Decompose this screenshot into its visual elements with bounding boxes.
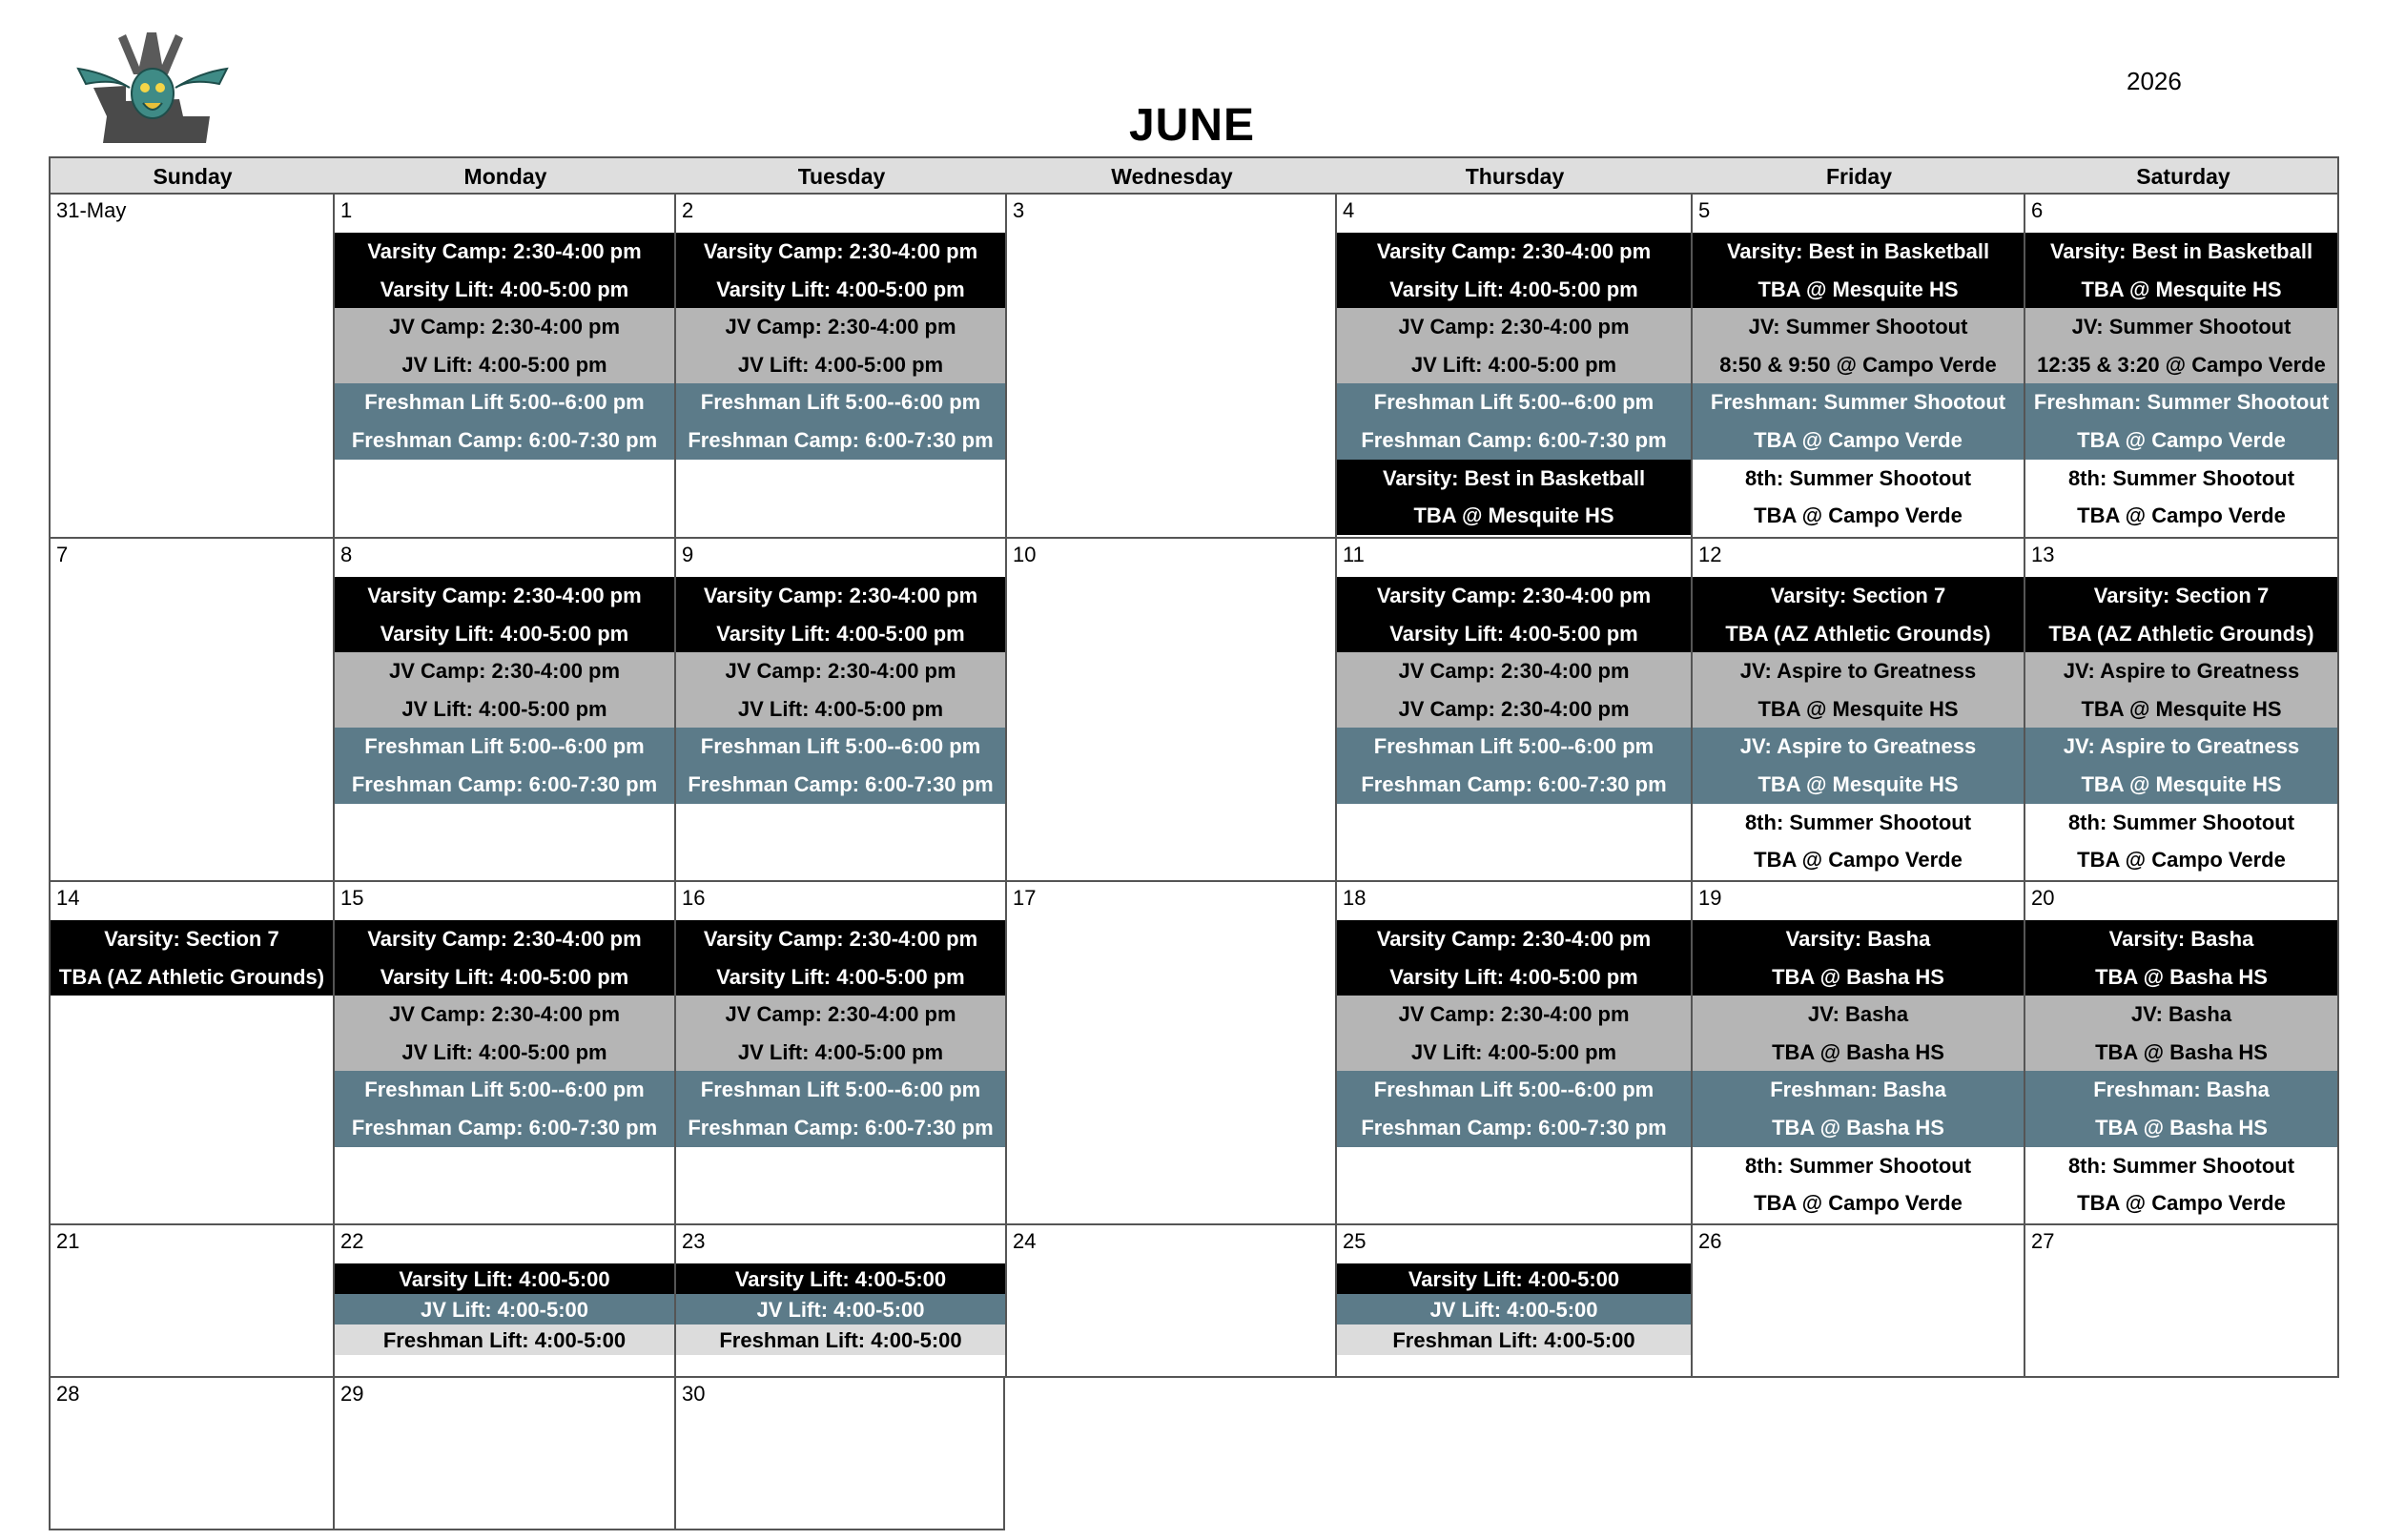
- day-number: 22: [340, 1229, 364, 1253]
- event-line[interactable]: JV Lift: 4:00-5:00 pm: [335, 1034, 674, 1072]
- event-line[interactable]: TBA @ Mesquite HS: [1693, 766, 2024, 804]
- event-line[interactable]: Freshman Lift 5:00--6:00 pm: [1337, 728, 1691, 766]
- day-cell[interactable]: [1691, 539, 2024, 882]
- calendar-month-title: JUNE: [1128, 100, 1256, 151]
- event-line[interactable]: TBA @ Basha HS: [2025, 958, 2337, 996]
- event-line[interactable]: Varsity: Best in Basketball: [1337, 460, 1691, 498]
- event-line[interactable]: Freshman Lift 5:00--6:00 pm: [335, 383, 674, 421]
- event-line[interactable]: JV Lift: 4:00-5:00: [335, 1294, 674, 1324]
- event-line[interactable]: JV: Aspire to Greatness: [2025, 652, 2337, 690]
- event-line[interactable]: TBA @ Mesquite HS: [1337, 497, 1691, 535]
- event-line[interactable]: Varsity Camp: 2:30-4:00 pm: [1337, 233, 1691, 271]
- event-line[interactable]: Varsity: Section 7: [2025, 577, 2337, 615]
- day-number: 19: [1698, 886, 1722, 910]
- event-line[interactable]: Freshman: Basha: [2025, 1071, 2337, 1109]
- event-line[interactable]: JV Lift: 4:00-5:00 pm: [676, 346, 1005, 384]
- event-line[interactable]: TBA @ Campo Verde: [1693, 421, 2024, 460]
- event-line[interactable]: TBA @ Campo Verde: [1693, 841, 2024, 879]
- event-line[interactable]: TBA @ Mesquite HS: [2025, 766, 2337, 804]
- day-cell[interactable]: [49, 1225, 333, 1378]
- day-number: 20: [2031, 886, 2055, 910]
- event-line[interactable]: Varsity: Best in Basketball: [1693, 233, 2024, 271]
- event-line[interactable]: TBA @ Basha HS: [2025, 1109, 2337, 1147]
- event-line[interactable]: 8:50 & 9:50 @ Campo Verde: [1693, 346, 2024, 384]
- event-line[interactable]: Varsity Lift: 4:00-5:00 pm: [1337, 271, 1691, 309]
- event-line[interactable]: JV Camp: 2:30-4:00 pm: [1337, 308, 1691, 346]
- event-line[interactable]: JV Lift: 4:00-5:00: [1337, 1294, 1691, 1324]
- day-cell[interactable]: [2024, 1225, 2339, 1378]
- event-line[interactable]: Freshman Camp: 6:00-7:30 pm: [335, 421, 674, 460]
- event-line[interactable]: Freshman Camp: 6:00-7:30 pm: [676, 1109, 1005, 1147]
- day-number: 4: [1343, 198, 1355, 222]
- day-number: 9: [682, 543, 694, 566]
- event-line[interactable]: TBA @ Mesquite HS: [1693, 690, 2024, 729]
- day-cell[interactable]: [333, 882, 674, 1225]
- event-line[interactable]: Freshman: Summer Shootout: [2025, 383, 2337, 421]
- weekday-header-sunday: Sunday: [153, 164, 233, 189]
- event-line[interactable]: Freshman: Summer Shootout: [1693, 383, 2024, 421]
- calendar-year: 2026: [2127, 67, 2182, 95]
- event-line[interactable]: Freshman Lift 5:00--6:00 pm: [335, 728, 674, 766]
- event-line[interactable]: 8th: Summer Shootout: [1693, 1147, 2024, 1185]
- event-line[interactable]: JV: Aspire to Greatness: [1693, 728, 2024, 766]
- weekday-header-tuesday: Tuesday: [797, 164, 886, 189]
- weekday-header-row: [49, 156, 2339, 195]
- weekday-header-saturday: Saturday: [2136, 164, 2230, 189]
- event-line[interactable]: JV: Basha: [2025, 996, 2337, 1034]
- event-line[interactable]: JV Lift: 4:00-5:00 pm: [676, 1034, 1005, 1072]
- event-line[interactable]: JV Camp: 2:30-4:00 pm: [676, 652, 1005, 690]
- day-cell[interactable]: [1691, 1225, 2024, 1378]
- day-cell[interactable]: [1005, 882, 1335, 1225]
- event-line[interactable]: JV Camp: 2:30-4:00 pm: [1337, 690, 1691, 729]
- event-line[interactable]: Varsity: Basha: [1693, 920, 2024, 958]
- day-cell[interactable]: [1005, 1225, 1335, 1378]
- day-number: 7: [56, 543, 69, 566]
- event-line[interactable]: Varsity Lift: 4:00-5:00 pm: [676, 615, 1005, 653]
- event-line[interactable]: JV Lift: 4:00-5:00 pm: [335, 346, 674, 384]
- event-line[interactable]: TBA @ Basha HS: [1693, 958, 2024, 996]
- event-line[interactable]: Freshman Lift: 4:00-5:00: [676, 1324, 1005, 1355]
- event-line[interactable]: 8th: Summer Shootout: [1693, 460, 2024, 498]
- event-line[interactable]: Varsity Camp: 2:30-4:00 pm: [335, 920, 674, 958]
- event-line[interactable]: Freshman Camp: 6:00-7:30 pm: [676, 766, 1005, 804]
- event-line[interactable]: TBA @ Campo Verde: [1693, 497, 2024, 535]
- event-line[interactable]: Freshman Lift 5:00--6:00 pm: [676, 728, 1005, 766]
- event-line[interactable]: Freshman Lift 5:00--6:00 pm: [335, 1071, 674, 1109]
- day-number: 18: [1343, 886, 1367, 910]
- weekday-header-wednesday: Wednesday: [1111, 164, 1233, 189]
- event-line[interactable]: JV: Summer Shootout: [1693, 308, 2024, 346]
- event-line[interactable]: Freshman Camp: 6:00-7:30 pm: [335, 1109, 674, 1147]
- event-line[interactable]: JV: Summer Shootout: [2025, 308, 2337, 346]
- event-line[interactable]: TBA @ Basha HS: [1693, 1109, 2024, 1147]
- event-line[interactable]: Freshman Camp: 6:00-7:30 pm: [335, 766, 674, 804]
- event-line[interactable]: Varsity: Section 7: [1693, 577, 2024, 615]
- event-line[interactable]: 8th: Summer Shootout: [1693, 804, 2024, 842]
- day-cell[interactable]: [1335, 1225, 1691, 1378]
- event-line[interactable]: 8th: Summer Shootout: [2025, 1147, 2337, 1185]
- day-cell[interactable]: [674, 882, 1005, 1225]
- event-line[interactable]: TBA @ Campo Verde: [2025, 421, 2337, 460]
- event-line[interactable]: Varsity Camp: 2:30-4:00 pm: [335, 577, 674, 615]
- day-number: 30: [682, 1382, 706, 1406]
- event-line[interactable]: Varsity: Basha: [2025, 920, 2337, 958]
- day-number: 13: [2031, 543, 2055, 566]
- event-line[interactable]: Varsity Lift: 4:00-5:00 pm: [1337, 615, 1691, 653]
- day-number: 28: [56, 1382, 80, 1406]
- event-line[interactable]: Varsity Camp: 2:30-4:00 pm: [676, 920, 1005, 958]
- day-cell[interactable]: [1691, 195, 2024, 539]
- event-line[interactable]: JV Camp: 2:30-4:00 pm: [1337, 652, 1691, 690]
- day-number: 26: [1698, 1229, 1722, 1253]
- event-line[interactable]: JV Lift: 4:00-5:00 pm: [1337, 1034, 1691, 1072]
- event-line[interactable]: Freshman Lift 5:00--6:00 pm: [1337, 383, 1691, 421]
- event-line[interactable]: JV: Aspire to Greatness: [2025, 728, 2337, 766]
- event-line[interactable]: Varsity Lift: 4:00-5:00: [676, 1263, 1005, 1294]
- event-line[interactable]: TBA @ Campo Verde: [2025, 1184, 2337, 1222]
- event-line[interactable]: Varsity Lift: 4:00-5:00 pm: [676, 271, 1005, 309]
- day-cell[interactable]: [333, 195, 674, 539]
- day-number: 3: [1013, 198, 1025, 222]
- event-line[interactable]: TBA @ Mesquite HS: [2025, 271, 2337, 309]
- day-number: 24: [1013, 1229, 1037, 1253]
- event-line[interactable]: JV: Aspire to Greatness: [1693, 652, 2024, 690]
- event-line[interactable]: Varsity Lift: 4:00-5:00 pm: [335, 615, 674, 653]
- event-line[interactable]: Varsity Camp: 2:30-4:00 pm: [1337, 577, 1691, 615]
- event-line[interactable]: Varsity Camp: 2:30-4:00 pm: [676, 577, 1005, 615]
- event-line[interactable]: Varsity Lift: 4:00-5:00 pm: [335, 958, 674, 996]
- day-number: 8: [340, 543, 353, 566]
- day-cell[interactable]: [2024, 882, 2339, 1225]
- day-cell[interactable]: [1005, 195, 1335, 539]
- event-line[interactable]: Freshman Lift 5:00--6:00 pm: [1337, 1071, 1691, 1109]
- event-line[interactable]: Freshman Lift 5:00--6:00 pm: [676, 383, 1005, 421]
- day-number: 1: [340, 198, 353, 222]
- event-line[interactable]: JV Camp: 2:30-4:00 pm: [1337, 996, 1691, 1034]
- event-line[interactable]: Freshman Camp: 6:00-7:30 pm: [1337, 1109, 1691, 1147]
- event-line[interactable]: Varsity Lift: 4:00-5:00: [335, 1263, 674, 1294]
- event-line[interactable]: 12:35 & 3:20 @ Campo Verde: [2025, 346, 2337, 384]
- day-cell[interactable]: [1005, 539, 1335, 882]
- event-line[interactable]: TBA @ Basha HS: [2025, 1034, 2337, 1072]
- day-number: 5: [1698, 198, 1711, 222]
- event-line[interactable]: TBA @ Campo Verde: [2025, 841, 2337, 879]
- event-line[interactable]: 8th: Summer Shootout: [2025, 460, 2337, 498]
- event-line[interactable]: Freshman Camp: 6:00-7:30 pm: [1337, 766, 1691, 804]
- event-line[interactable]: JV Lift: 4:00-5:00: [676, 1294, 1005, 1324]
- event-line[interactable]: JV: Basha: [1693, 996, 2024, 1034]
- day-cell[interactable]: [2024, 195, 2339, 539]
- event-line[interactable]: Freshman: Basha: [1693, 1071, 2024, 1109]
- event-line[interactable]: TBA @ Mesquite HS: [1693, 271, 2024, 309]
- event-line[interactable]: TBA @ Mesquite HS: [2025, 690, 2337, 729]
- day-cell[interactable]: [2024, 539, 2339, 882]
- event-line[interactable]: 8th: Summer Shootout: [2025, 804, 2337, 842]
- event-line[interactable]: Freshman Camp: 6:00-7:30 pm: [676, 421, 1005, 460]
- day-number: 2: [682, 198, 694, 222]
- day-cell[interactable]: [333, 1225, 674, 1378]
- event-line[interactable]: JV Camp: 2:30-4:00 pm: [676, 308, 1005, 346]
- weekday-header-monday: Monday: [463, 164, 547, 189]
- event-line[interactable]: JV Camp: 2:30-4:00 pm: [676, 996, 1005, 1034]
- day-cell[interactable]: [674, 195, 1005, 539]
- event-line[interactable]: TBA @ Campo Verde: [2025, 497, 2337, 535]
- event-line[interactable]: TBA @ Campo Verde: [1693, 1184, 2024, 1222]
- day-cell[interactable]: [1691, 882, 2024, 1225]
- day-number: 15: [340, 886, 364, 910]
- day-cell[interactable]: [49, 882, 333, 1225]
- event-line[interactable]: TBA @ Basha HS: [1693, 1034, 2024, 1072]
- day-number: 10: [1013, 543, 1037, 566]
- day-cell[interactable]: [333, 1378, 674, 1530]
- day-cell[interactable]: [1335, 195, 1691, 539]
- day-cell[interactable]: [333, 539, 674, 882]
- day-cell[interactable]: [49, 1378, 333, 1530]
- day-cell[interactable]: [674, 1225, 1005, 1378]
- day-number: 27: [2031, 1229, 2055, 1253]
- day-number: 12: [1698, 543, 1722, 566]
- event-line[interactable]: JV Camp: 2:30-4:00 pm: [335, 996, 674, 1034]
- event-line[interactable]: Varsity Camp: 2:30-4:00 pm: [335, 233, 674, 271]
- event-line[interactable]: JV Camp: 2:30-4:00 pm: [335, 308, 674, 346]
- day-cell[interactable]: [49, 539, 333, 882]
- event-line[interactable]: Varsity Lift: 4:00-5:00 pm: [676, 958, 1005, 996]
- event-line[interactable]: TBA (AZ Athletic Grounds): [51, 958, 333, 996]
- day-number: 29: [340, 1382, 364, 1406]
- day-cell[interactable]: [49, 195, 333, 539]
- event-line[interactable]: Varsity Lift: 4:00-5:00 pm: [335, 271, 674, 309]
- event-line[interactable]: Varsity Camp: 2:30-4:00 pm: [1337, 920, 1691, 958]
- day-cell[interactable]: [674, 539, 1005, 882]
- day-number: 21: [56, 1229, 80, 1253]
- day-number: 23: [682, 1229, 706, 1253]
- event-line[interactable]: Varsity: Best in Basketball: [2025, 233, 2337, 271]
- day-number: 11: [1343, 543, 1365, 566]
- event-line[interactable]: Freshman Lift: 4:00-5:00: [1337, 1324, 1691, 1355]
- event-line[interactable]: JV Camp: 2:30-4:00 pm: [335, 652, 674, 690]
- day-number: 6: [2031, 198, 2044, 222]
- weekday-header-friday: Friday: [1825, 164, 1893, 189]
- weekday-header-thursday: Thursday: [1465, 164, 1565, 189]
- day-number: 31-May: [56, 198, 127, 222]
- event-line[interactable]: Varsity: Section 7: [51, 920, 333, 958]
- event-line[interactable]: Varsity Lift: 4:00-5:00: [1337, 1263, 1691, 1294]
- event-line[interactable]: TBA (AZ Athletic Grounds): [2025, 615, 2337, 653]
- event-line[interactable]: Freshman Lift: 4:00-5:00: [335, 1324, 674, 1355]
- day-number: 16: [682, 886, 706, 910]
- event-line[interactable]: JV Lift: 4:00-5:00 pm: [676, 690, 1005, 729]
- event-line[interactable]: JV Lift: 4:00-5:00 pm: [1337, 346, 1691, 384]
- event-line[interactable]: TBA (AZ Athletic Grounds): [1693, 615, 2024, 653]
- day-cell[interactable]: [1335, 882, 1691, 1225]
- day-cell[interactable]: [674, 1378, 1005, 1530]
- event-line[interactable]: Freshman Lift 5:00--6:00 pm: [676, 1071, 1005, 1109]
- day-number: 25: [1343, 1229, 1367, 1253]
- day-number: 14: [56, 886, 80, 910]
- day-number: 17: [1013, 886, 1037, 910]
- event-line[interactable]: JV Lift: 4:00-5:00 pm: [335, 690, 674, 729]
- event-line[interactable]: Varsity Camp: 2:30-4:00 pm: [676, 233, 1005, 271]
- event-line[interactable]: Varsity Lift: 4:00-5:00 pm: [1337, 958, 1691, 996]
- day-cell[interactable]: [1335, 539, 1691, 882]
- event-line[interactable]: Freshman Camp: 6:00-7:30 pm: [1337, 421, 1691, 460]
